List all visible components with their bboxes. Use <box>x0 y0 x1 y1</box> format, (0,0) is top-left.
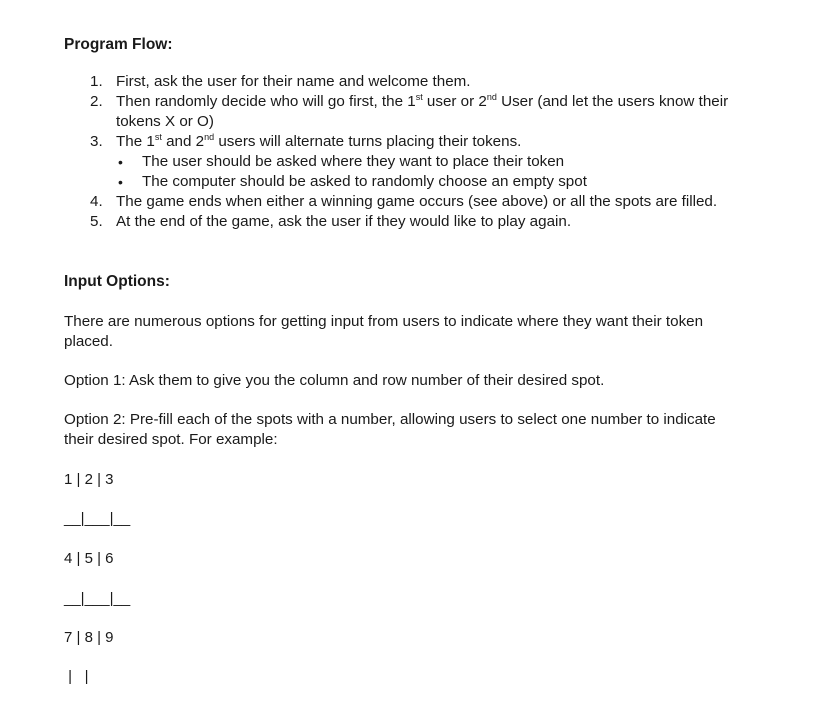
step-text: The game ends when either a winning game occurs (see above) or all the spots are filled. <box>116 193 718 210</box>
grid-row-3: 7 | 8 | 9 <box>64 629 114 646</box>
step-3 <box>64 132 744 192</box>
sub-bullet-text: The computer should be asked to randomly choose an empty spot <box>142 173 587 190</box>
step-text-b: and 2 <box>161 133 205 150</box>
ordinal-suffix: st <box>415 92 423 102</box>
step-text: At the end of the game, ask the user if they would like to play again. <box>116 213 572 230</box>
step-text-c: User (and let the users know their tokens X or O) <box>116 93 729 130</box>
step-2 <box>64 92 744 132</box>
step-5 <box>64 212 744 232</box>
grid-row-2: 4 | 5 | 6 <box>64 550 114 567</box>
grid-separator-1: __|___|__ <box>64 510 131 527</box>
step-text: First, ask the user for their name and welcome them. <box>116 73 471 90</box>
sub-bullet-1 <box>116 152 744 172</box>
ordinal-suffix: st <box>154 132 162 142</box>
step-number: 3. <box>90 133 103 150</box>
step-text-a: The 1 <box>116 133 155 150</box>
step-number: 2. <box>90 93 103 110</box>
step-4 <box>64 192 744 212</box>
option-1-text: Option 1: Ask them to give you the column and row number of their desired spot. <box>64 372 605 389</box>
bullet-icon: • <box>118 174 123 190</box>
grid-tail: | | <box>64 668 89 685</box>
input-options-intro: There are numerous options for getting input from users to indicate where they want their token placed. <box>64 313 704 350</box>
grid-separator-2: __|___|__ <box>64 590 131 607</box>
program-flow-steps <box>64 72 744 232</box>
step-1 <box>64 72 744 92</box>
ordinal-suffix: nd <box>204 132 215 142</box>
step-3-sub-bullets <box>116 152 744 192</box>
step-number: 5. <box>90 213 103 230</box>
input-options-heading: Input Options: <box>64 273 170 290</box>
bullet-icon: • <box>118 154 123 170</box>
sub-bullet-text: The user should be asked where they want to place their token <box>142 153 565 170</box>
step-number: 1. <box>90 73 103 90</box>
sub-bullet-2 <box>116 172 744 192</box>
option-2-text: Option 2: Pre-fill each of the spots with a number, allowing users to select one number to indicate their desired spot. For example: <box>64 411 716 448</box>
step-text-b: user or 2 <box>422 93 487 110</box>
step-text-c: users will alternate turns placing their tokens. <box>214 133 522 150</box>
ordinal-suffix: nd <box>486 92 497 102</box>
step-text-a: Then randomly decide who will go first, the 1 <box>116 93 416 110</box>
step-number: 4. <box>90 193 103 210</box>
program-flow-heading: Program Flow: <box>64 36 173 53</box>
grid-row-1: 1 | 2 | 3 <box>64 471 114 488</box>
